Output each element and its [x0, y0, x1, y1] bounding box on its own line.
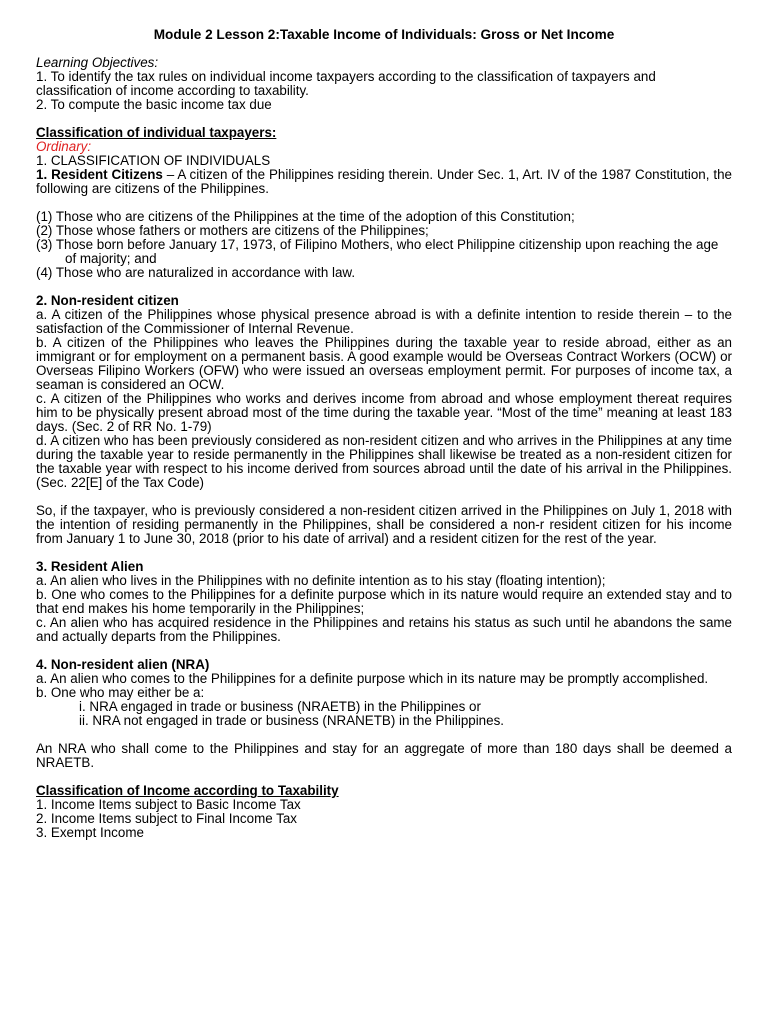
nonresident-citizen-item: d. A citizen who has been previously considered as non-resident citizen and who arrives in the Philippines at any time during the taxable year to reside permanently in the Philippines shall likewise be treated as a non-resident citizen for the taxable year with respect to his income derived from sources abroad until the date of his arrival in the Philippines. (Sec. 22[E] of the Tax Code) — [36, 433, 732, 490]
classification-heading: Classification of individual taxpayers: — [36, 125, 277, 140]
nonresident-citizen-item: c. A citizen of the Philippines who works and derives income from abroad and whose employment thereat requires him to be physically present abroad most of the time during the taxable year. “Most of the time” meaning at least 183 days. (Sec. 2 of RR No. 1-79) — [36, 391, 732, 434]
resident-alien-item: b. One who comes to the Philippines for a definite purpose which in its nature would require an extended stay and to that end makes his home temporarily in the Philippines; — [36, 587, 732, 616]
nra-item: a. An alien who comes to the Philippines for a definite purpose which in its nature may be promptly accomplished. — [36, 671, 709, 686]
nonresident-citizen-item: b. A citizen of the Philippines who leaves the Philippines during the taxable year to reside abroad, either as an immigrant or for employment on a permanent basis. A good example would be Overseas Contract Workers (OCW) or Overseas Filipino Workers (OFW) who were issued an overseas employment permit. For purposes of income tax, a seaman is considered an OCW. — [36, 335, 732, 392]
objectives-heading: Learning Objectives: — [36, 55, 159, 70]
resident-citizens-text: – A citizen of the Philippines residing therein. Under Sec. 1, Art. IV of the 1987 Constitution, the following are citizens of the Philippines. — [36, 167, 732, 196]
income-classification-item: 1. Income Items subject to Basic Income Tax — [36, 797, 301, 812]
nra-heading: 4. Non-resident alien (NRA) — [36, 657, 210, 672]
resident-citizens-paragraph — [36, 168, 732, 196]
nonresident-citizen-heading: 2. Non-resident citizen — [36, 293, 179, 308]
page-title: Module 2 Lesson 2:Taxable Income of Individuals: Gross or Net Income — [153, 27, 615, 42]
nonresident-citizen-item: a. A citizen of the Philippines whose physical presence abroad is with a definite intention to reside therein – to the satisfaction of the Commissioner of Internal Revenue. — [36, 307, 732, 336]
objective-item: 2. To compute the basic income tax due — [36, 97, 272, 112]
income-classification-item: 3. Exempt Income — [36, 825, 144, 840]
objective-item: 1. To identify the tax rules on individual income taxpayers according to the classification of taxpayers and classification of income according to taxability. — [36, 69, 656, 98]
income-classification-item: 2. Income Items subject to Final Income Tax — [36, 811, 297, 826]
nra-item: b. One who may either be a: — [36, 685, 205, 700]
citizen-list-item: (1) Those who are citizens of the Philippines at the time of the adoption of this Constitution; — [36, 209, 575, 224]
nra-sub-item: ii. NRA not engaged in trade or business (NRANETB) in the Philippines. — [79, 713, 504, 728]
resident-citizens-label: 1. Resident Citizens — [36, 167, 163, 182]
nonresident-citizen-example: So, if the taxpayer, who is previously considered a non-resident citizen arrived in the Philippines on July 1, 2018 with the intention of residing permanently in the Philippines, shall be considered a non-r resident citizen for his income from January 1 to June 30, 2018 (prior to his date of arrival) and a resident citizen for the rest of the year. — [36, 503, 732, 546]
ordinary-label: Ordinary: — [36, 139, 92, 154]
classification-subheading: 1. CLASSIFICATION OF INDIVIDUALS — [36, 153, 271, 168]
citizen-list-item: (3) Those born before January 17, 1973, of Filipino Mothers, who elect Philippine citizenship upon reaching the age of majority; and — [36, 237, 719, 266]
nra-note: An NRA who shall come to the Philippines and stay for an aggregate of more than 180 days shall be deemed a NRAETB. — [36, 741, 732, 770]
resident-alien-item: a. An alien who lives in the Philippines with no definite intention as to his stay (floating intention); — [36, 573, 606, 588]
resident-alien-item: c. An alien who has acquired residence in the Philippines and retains his status as such until he abandons the same and actually departs from the Philippines. — [36, 615, 732, 644]
citizen-list-item: (4) Those who are naturalized in accordance with law. — [36, 265, 356, 280]
citizen-list-item: (2) Those whose fathers or mothers are citizens of the Philippines; — [36, 223, 429, 238]
nra-sub-item: i. NRA engaged in trade or business (NRAETB) in the Philippines or — [79, 699, 481, 714]
income-classification-heading: Classification of Income according to Taxability — [36, 783, 339, 798]
resident-alien-heading: 3. Resident Alien — [36, 559, 144, 574]
